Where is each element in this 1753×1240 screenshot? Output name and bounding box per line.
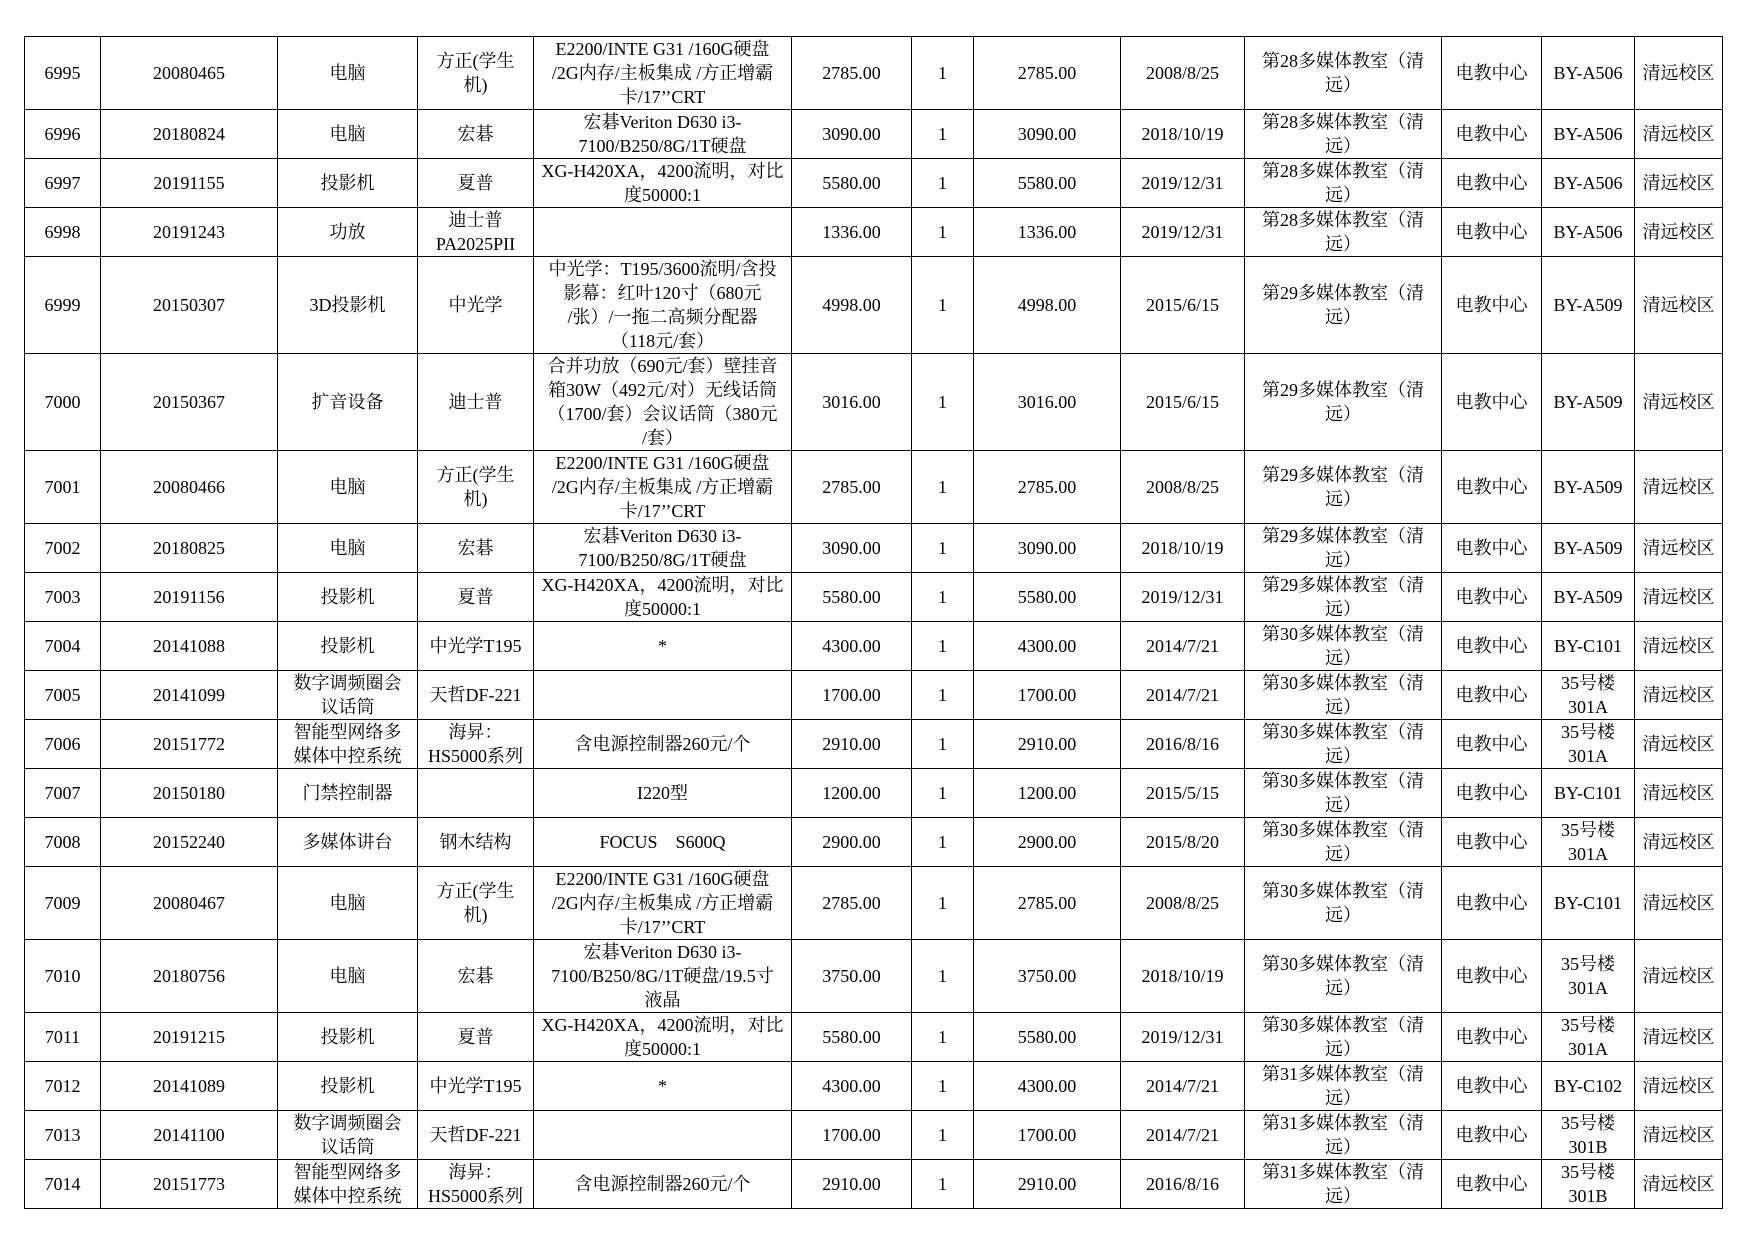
cell-quantity: 1: [912, 940, 974, 1013]
cell-quantity: 1: [912, 867, 974, 940]
asset-table-body: [25, 37, 1723, 1209]
cell-amount: 3750.00: [974, 940, 1121, 1013]
cell-brand: 方正(学生 机): [418, 867, 534, 940]
cell-campus: 清远校区: [1635, 110, 1723, 159]
cell-room: BY-C101: [1542, 622, 1635, 671]
cell-brand: 迪士普 PA2025PII: [418, 208, 534, 257]
cell-amount: 4300.00: [974, 622, 1121, 671]
cell-brand: 夏普: [418, 159, 534, 208]
cell-department: 电教中心: [1442, 573, 1542, 622]
cell-unit-price: 4300.00: [792, 1062, 912, 1111]
cell-asset-name: 投影机: [278, 573, 418, 622]
cell-department: 电教中心: [1442, 451, 1542, 524]
cell-serial-number: 6999: [25, 257, 101, 354]
cell-purchase-date: 2014/7/21: [1121, 1111, 1245, 1160]
cell-unit-price: 2900.00: [792, 818, 912, 867]
cell-asset-code: 20080467: [101, 867, 278, 940]
cell-purchase-date: 2016/8/16: [1121, 1160, 1245, 1209]
cell-specification: E2200/INTE G31 /160G硬盘 /2G内存/主板集成 /方正增霸 卡/17’’CRT: [534, 37, 792, 110]
table-row: [25, 940, 1723, 1013]
cell-unit-price: 3016.00: [792, 354, 912, 451]
cell-department: 电教中心: [1442, 110, 1542, 159]
cell-purchase-date: 2018/10/19: [1121, 940, 1245, 1013]
cell-asset-name: 智能型网络多 媒体中控系统: [278, 1160, 418, 1209]
table-row: [25, 671, 1723, 720]
cell-purchase-date: 2015/8/20: [1121, 818, 1245, 867]
cell-quantity: 1: [912, 1111, 974, 1160]
cell-brand: 中光学: [418, 257, 534, 354]
cell-brand: 天哲DF-221: [418, 1111, 534, 1160]
cell-unit-price: 2910.00: [792, 720, 912, 769]
cell-department: 电教中心: [1442, 671, 1542, 720]
cell-asset-code: 20152240: [101, 818, 278, 867]
table-row: [25, 1160, 1723, 1209]
cell-campus: 清远校区: [1635, 524, 1723, 573]
cell-purchase-date: 2016/8/16: [1121, 720, 1245, 769]
cell-asset-code: 20180825: [101, 524, 278, 573]
cell-campus: 清远校区: [1635, 1013, 1723, 1062]
cell-location: 第30多媒体教室（清 远）: [1245, 818, 1442, 867]
cell-amount: 2785.00: [974, 867, 1121, 940]
cell-unit-price: 2910.00: [792, 1160, 912, 1209]
cell-room: BY-A509: [1542, 451, 1635, 524]
cell-amount: 2910.00: [974, 1160, 1121, 1209]
cell-amount: 4998.00: [974, 257, 1121, 354]
cell-purchase-date: 2008/8/25: [1121, 37, 1245, 110]
table-row: [25, 867, 1723, 940]
cell-asset-name: 投影机: [278, 1013, 418, 1062]
cell-specification: XG-H420XA，4200流明，对比 度50000:1: [534, 573, 792, 622]
cell-asset-code: 20150367: [101, 354, 278, 451]
cell-serial-number: 7007: [25, 769, 101, 818]
cell-serial-number: 7014: [25, 1160, 101, 1209]
cell-purchase-date: 2019/12/31: [1121, 573, 1245, 622]
cell-quantity: 1: [912, 208, 974, 257]
cell-brand: 海昇： HS5000系列: [418, 1160, 534, 1209]
cell-brand: 宏碁: [418, 110, 534, 159]
cell-department: 电教中心: [1442, 208, 1542, 257]
cell-purchase-date: 2014/7/21: [1121, 1062, 1245, 1111]
cell-department: 电教中心: [1442, 1062, 1542, 1111]
cell-quantity: 1: [912, 524, 974, 573]
cell-unit-price: 1700.00: [792, 1111, 912, 1160]
cell-location: 第31多媒体教室（清 远）: [1245, 1160, 1442, 1209]
cell-brand: 方正(学生 机): [418, 451, 534, 524]
cell-serial-number: 7001: [25, 451, 101, 524]
cell-specification: *: [534, 1062, 792, 1111]
cell-unit-price: 2785.00: [792, 451, 912, 524]
cell-department: 电教中心: [1442, 720, 1542, 769]
cell-room: BY-A509: [1542, 573, 1635, 622]
cell-purchase-date: 2019/12/31: [1121, 208, 1245, 257]
cell-specification: I220型: [534, 769, 792, 818]
cell-purchase-date: 2018/10/19: [1121, 110, 1245, 159]
cell-asset-code: 20151773: [101, 1160, 278, 1209]
cell-room: BY-A509: [1542, 524, 1635, 573]
cell-purchase-date: 2015/5/15: [1121, 769, 1245, 818]
cell-serial-number: 7008: [25, 818, 101, 867]
cell-specification: 中光学：T195/3600流明/含投 影幕：红叶120寸（680元 /张）/一拖二高频分配器 （118元/套）: [534, 257, 792, 354]
cell-department: 电教中心: [1442, 257, 1542, 354]
cell-asset-name: 投影机: [278, 622, 418, 671]
cell-specification: [534, 671, 792, 720]
cell-asset-code: 20151772: [101, 720, 278, 769]
cell-asset-code: 20080466: [101, 451, 278, 524]
cell-specification: E2200/INTE G31 /160G硬盘 /2G内存/主板集成 /方正增霸 卡/17’’CRT: [534, 867, 792, 940]
cell-specification: 宏碁Veriton D630 i3- 7100/B250/8G/1T硬盘: [534, 524, 792, 573]
cell-amount: 3016.00: [974, 354, 1121, 451]
cell-unit-price: 5580.00: [792, 573, 912, 622]
cell-serial-number: 7000: [25, 354, 101, 451]
cell-purchase-date: 2008/8/25: [1121, 451, 1245, 524]
cell-specification: E2200/INTE G31 /160G硬盘 /2G内存/主板集成 /方正增霸 卡/17’’CRT: [534, 451, 792, 524]
cell-department: 电教中心: [1442, 159, 1542, 208]
cell-quantity: 1: [912, 769, 974, 818]
cell-unit-price: 3750.00: [792, 940, 912, 1013]
cell-asset-name: 智能型网络多 媒体中控系统: [278, 720, 418, 769]
cell-location: 第29多媒体教室（清 远）: [1245, 451, 1442, 524]
cell-brand: 天哲DF-221: [418, 671, 534, 720]
cell-room: 35号楼 301A: [1542, 671, 1635, 720]
cell-unit-price: 1700.00: [792, 671, 912, 720]
table-row: [25, 1013, 1723, 1062]
cell-asset-name: 投影机: [278, 1062, 418, 1111]
cell-asset-code: 20150307: [101, 257, 278, 354]
cell-asset-code: 20191215: [101, 1013, 278, 1062]
cell-asset-code: 20141100: [101, 1111, 278, 1160]
cell-brand: 宏碁: [418, 524, 534, 573]
cell-serial-number: 7013: [25, 1111, 101, 1160]
cell-asset-name: 电脑: [278, 524, 418, 573]
cell-brand: 钢木结构: [418, 818, 534, 867]
cell-purchase-date: 2019/12/31: [1121, 1013, 1245, 1062]
cell-quantity: 1: [912, 451, 974, 524]
cell-room: BY-A506: [1542, 208, 1635, 257]
cell-brand: 宏碁: [418, 940, 534, 1013]
cell-serial-number: 6998: [25, 208, 101, 257]
cell-asset-name: 电脑: [278, 940, 418, 1013]
cell-room: BY-A506: [1542, 110, 1635, 159]
cell-specification: FOCUS S600Q: [534, 818, 792, 867]
cell-purchase-date: 2018/10/19: [1121, 524, 1245, 573]
cell-specification: 含电源控制器260元/个: [534, 1160, 792, 1209]
cell-specification: XG-H420XA，4200流明，对比 度50000:1: [534, 1013, 792, 1062]
cell-brand: [418, 769, 534, 818]
cell-campus: 清远校区: [1635, 940, 1723, 1013]
cell-specification: [534, 208, 792, 257]
cell-serial-number: 7002: [25, 524, 101, 573]
table-row: [25, 208, 1723, 257]
cell-specification: [534, 1111, 792, 1160]
table-row: [25, 159, 1723, 208]
table-row: [25, 110, 1723, 159]
cell-asset-code: 20180824: [101, 110, 278, 159]
cell-quantity: 1: [912, 1062, 974, 1111]
cell-brand: 中光学T195: [418, 1062, 534, 1111]
cell-serial-number: 6997: [25, 159, 101, 208]
table-row: [25, 1111, 1723, 1160]
cell-campus: 清远校区: [1635, 867, 1723, 940]
cell-unit-price: 1336.00: [792, 208, 912, 257]
cell-specification: XG-H420XA，4200流明，对比 度50000:1: [534, 159, 792, 208]
cell-location: 第28多媒体教室（清 远）: [1245, 208, 1442, 257]
cell-location: 第30多媒体教室（清 远）: [1245, 867, 1442, 940]
cell-serial-number: 7005: [25, 671, 101, 720]
cell-location: 第29多媒体教室（清 远）: [1245, 257, 1442, 354]
cell-asset-name: 数字调频圈会 议话筒: [278, 1111, 418, 1160]
cell-department: 电教中心: [1442, 354, 1542, 451]
cell-amount: 3090.00: [974, 110, 1121, 159]
cell-brand: 迪士普: [418, 354, 534, 451]
cell-campus: 清远校区: [1635, 257, 1723, 354]
table-row: [25, 622, 1723, 671]
cell-asset-code: 20141099: [101, 671, 278, 720]
cell-asset-code: 20150180: [101, 769, 278, 818]
cell-location: 第29多媒体教室（清 远）: [1245, 573, 1442, 622]
cell-quantity: 1: [912, 720, 974, 769]
cell-serial-number: 7003: [25, 573, 101, 622]
cell-asset-name: 门禁控制器: [278, 769, 418, 818]
table-row: [25, 769, 1723, 818]
table-row: [25, 257, 1723, 354]
cell-campus: 清远校区: [1635, 818, 1723, 867]
cell-quantity: 1: [912, 159, 974, 208]
cell-location: 第29多媒体教室（清 远）: [1245, 354, 1442, 451]
cell-location: 第30多媒体教室（清 远）: [1245, 769, 1442, 818]
table-row: [25, 451, 1723, 524]
cell-asset-name: 电脑: [278, 37, 418, 110]
cell-room: BY-A506: [1542, 37, 1635, 110]
cell-amount: 1336.00: [974, 208, 1121, 257]
cell-quantity: 1: [912, 37, 974, 110]
cell-asset-name: 电脑: [278, 451, 418, 524]
cell-unit-price: 3090.00: [792, 110, 912, 159]
cell-amount: 2785.00: [974, 37, 1121, 110]
cell-specification: 宏碁Veriton D630 i3- 7100/B250/8G/1T硬盘: [534, 110, 792, 159]
cell-location: 第28多媒体教室（清 远）: [1245, 159, 1442, 208]
cell-specification: 含电源控制器260元/个: [534, 720, 792, 769]
cell-department: 电教中心: [1442, 1160, 1542, 1209]
cell-campus: 清远校区: [1635, 159, 1723, 208]
cell-quantity: 1: [912, 622, 974, 671]
cell-amount: 5580.00: [974, 159, 1121, 208]
cell-asset-code: 20141088: [101, 622, 278, 671]
cell-room: BY-C101: [1542, 867, 1635, 940]
cell-purchase-date: 2008/8/25: [1121, 867, 1245, 940]
cell-unit-price: 5580.00: [792, 1013, 912, 1062]
cell-amount: 2910.00: [974, 720, 1121, 769]
cell-asset-code: 20191155: [101, 159, 278, 208]
table-row: [25, 354, 1723, 451]
cell-amount: 5580.00: [974, 573, 1121, 622]
cell-quantity: 1: [912, 1013, 974, 1062]
cell-brand: 海昇： HS5000系列: [418, 720, 534, 769]
cell-department: 电教中心: [1442, 818, 1542, 867]
cell-asset-name: 扩音设备: [278, 354, 418, 451]
cell-purchase-date: 2014/7/21: [1121, 671, 1245, 720]
cell-specification: 合并功放（690元/套）壁挂音 箱30W（492元/对）无线话筒 （1700/套）会议话筒（380元 /套）: [534, 354, 792, 451]
cell-unit-price: 3090.00: [792, 524, 912, 573]
cell-amount: 2785.00: [974, 451, 1121, 524]
cell-room: 35号楼 301A: [1542, 940, 1635, 1013]
cell-location: 第30多媒体教室（清 远）: [1245, 720, 1442, 769]
table-row: [25, 1062, 1723, 1111]
cell-asset-code: 20191243: [101, 208, 278, 257]
cell-department: 电教中心: [1442, 940, 1542, 1013]
cell-quantity: 1: [912, 354, 974, 451]
cell-quantity: 1: [912, 818, 974, 867]
cell-specification: 宏碁Veriton D630 i3- 7100/B250/8G/1T硬盘/19.5寸 液晶: [534, 940, 792, 1013]
cell-serial-number: 7006: [25, 720, 101, 769]
cell-campus: 清远校区: [1635, 1062, 1723, 1111]
cell-quantity: 1: [912, 110, 974, 159]
cell-serial-number: 7012: [25, 1062, 101, 1111]
cell-campus: 清远校区: [1635, 1111, 1723, 1160]
cell-amount: 3090.00: [974, 524, 1121, 573]
table-row: [25, 573, 1723, 622]
cell-department: 电教中心: [1442, 37, 1542, 110]
cell-campus: 清远校区: [1635, 451, 1723, 524]
cell-unit-price: 1200.00: [792, 769, 912, 818]
cell-room: BY-A506: [1542, 159, 1635, 208]
cell-location: 第30多媒体教室（清 远）: [1245, 671, 1442, 720]
cell-asset-name: 投影机: [278, 159, 418, 208]
cell-department: 电教中心: [1442, 867, 1542, 940]
cell-serial-number: 6996: [25, 110, 101, 159]
cell-quantity: 1: [912, 573, 974, 622]
cell-room: BY-A509: [1542, 354, 1635, 451]
cell-room: 35号楼 301A: [1542, 818, 1635, 867]
cell-amount: 5580.00: [974, 1013, 1121, 1062]
cell-asset-code: 20141089: [101, 1062, 278, 1111]
cell-campus: 清远校区: [1635, 622, 1723, 671]
cell-brand: 中光学T195: [418, 622, 534, 671]
cell-location: 第31多媒体教室（清 远）: [1245, 1111, 1442, 1160]
cell-campus: 清远校区: [1635, 208, 1723, 257]
cell-unit-price: 4300.00: [792, 622, 912, 671]
cell-location: 第30多媒体教室（清 远）: [1245, 622, 1442, 671]
cell-asset-name: 数字调频圈会 议话筒: [278, 671, 418, 720]
cell-amount: 4300.00: [974, 1062, 1121, 1111]
cell-room: 35号楼 301A: [1542, 1013, 1635, 1062]
cell-specification: *: [534, 622, 792, 671]
cell-department: 电教中心: [1442, 524, 1542, 573]
cell-campus: 清远校区: [1635, 354, 1723, 451]
cell-amount: 1700.00: [974, 1111, 1121, 1160]
cell-department: 电教中心: [1442, 769, 1542, 818]
cell-location: 第29多媒体教室（清 远）: [1245, 524, 1442, 573]
table-row: [25, 524, 1723, 573]
cell-unit-price: 4998.00: [792, 257, 912, 354]
cell-asset-name: 3D投影机: [278, 257, 418, 354]
cell-room: BY-C101: [1542, 769, 1635, 818]
cell-room: BY-A509: [1542, 257, 1635, 354]
cell-purchase-date: 2015/6/15: [1121, 354, 1245, 451]
cell-asset-name: 功放: [278, 208, 418, 257]
cell-asset-name: 电脑: [278, 110, 418, 159]
cell-campus: 清远校区: [1635, 671, 1723, 720]
cell-campus: 清远校区: [1635, 573, 1723, 622]
cell-asset-name: 多媒体讲台: [278, 818, 418, 867]
cell-asset-code: 20080465: [101, 37, 278, 110]
asset-table: [24, 36, 1723, 1209]
cell-unit-price: 2785.00: [792, 37, 912, 110]
table-row: [25, 720, 1723, 769]
cell-serial-number: 7011: [25, 1013, 101, 1062]
cell-department: 电教中心: [1442, 622, 1542, 671]
cell-location: 第30多媒体教室（清 远）: [1245, 940, 1442, 1013]
cell-location: 第28多媒体教室（清 远）: [1245, 37, 1442, 110]
table-row: [25, 37, 1723, 110]
cell-serial-number: 7009: [25, 867, 101, 940]
cell-brand: 夏普: [418, 1013, 534, 1062]
cell-quantity: 1: [912, 1160, 974, 1209]
cell-room: 35号楼 301A: [1542, 720, 1635, 769]
table-row: [25, 818, 1723, 867]
cell-amount: 1200.00: [974, 769, 1121, 818]
cell-brand: 夏普: [418, 573, 534, 622]
cell-campus: 清远校区: [1635, 720, 1723, 769]
cell-amount: 1700.00: [974, 671, 1121, 720]
cell-amount: 2900.00: [974, 818, 1121, 867]
cell-asset-code: 20180756: [101, 940, 278, 1013]
cell-campus: 清远校区: [1635, 37, 1723, 110]
cell-serial-number: 7010: [25, 940, 101, 1013]
cell-quantity: 1: [912, 257, 974, 354]
cell-purchase-date: 2015/6/15: [1121, 257, 1245, 354]
cell-location: 第28多媒体教室（清 远）: [1245, 110, 1442, 159]
cell-room: 35号楼 301B: [1542, 1160, 1635, 1209]
cell-campus: 清远校区: [1635, 769, 1723, 818]
cell-room: BY-C102: [1542, 1062, 1635, 1111]
cell-asset-name: 电脑: [278, 867, 418, 940]
cell-room: 35号楼 301B: [1542, 1111, 1635, 1160]
cell-brand: 方正(学生 机): [418, 37, 534, 110]
cell-location: 第31多媒体教室（清 远）: [1245, 1062, 1442, 1111]
cell-serial-number: 7004: [25, 622, 101, 671]
cell-department: 电教中心: [1442, 1111, 1542, 1160]
cell-campus: 清远校区: [1635, 1160, 1723, 1209]
cell-department: 电教中心: [1442, 1013, 1542, 1062]
cell-location: 第30多媒体教室（清 远）: [1245, 1013, 1442, 1062]
cell-purchase-date: 2019/12/31: [1121, 159, 1245, 208]
cell-purchase-date: 2014/7/21: [1121, 622, 1245, 671]
cell-quantity: 1: [912, 671, 974, 720]
cell-serial-number: 6995: [25, 37, 101, 110]
cell-asset-code: 20191156: [101, 573, 278, 622]
cell-unit-price: 5580.00: [792, 159, 912, 208]
cell-unit-price: 2785.00: [792, 867, 912, 940]
